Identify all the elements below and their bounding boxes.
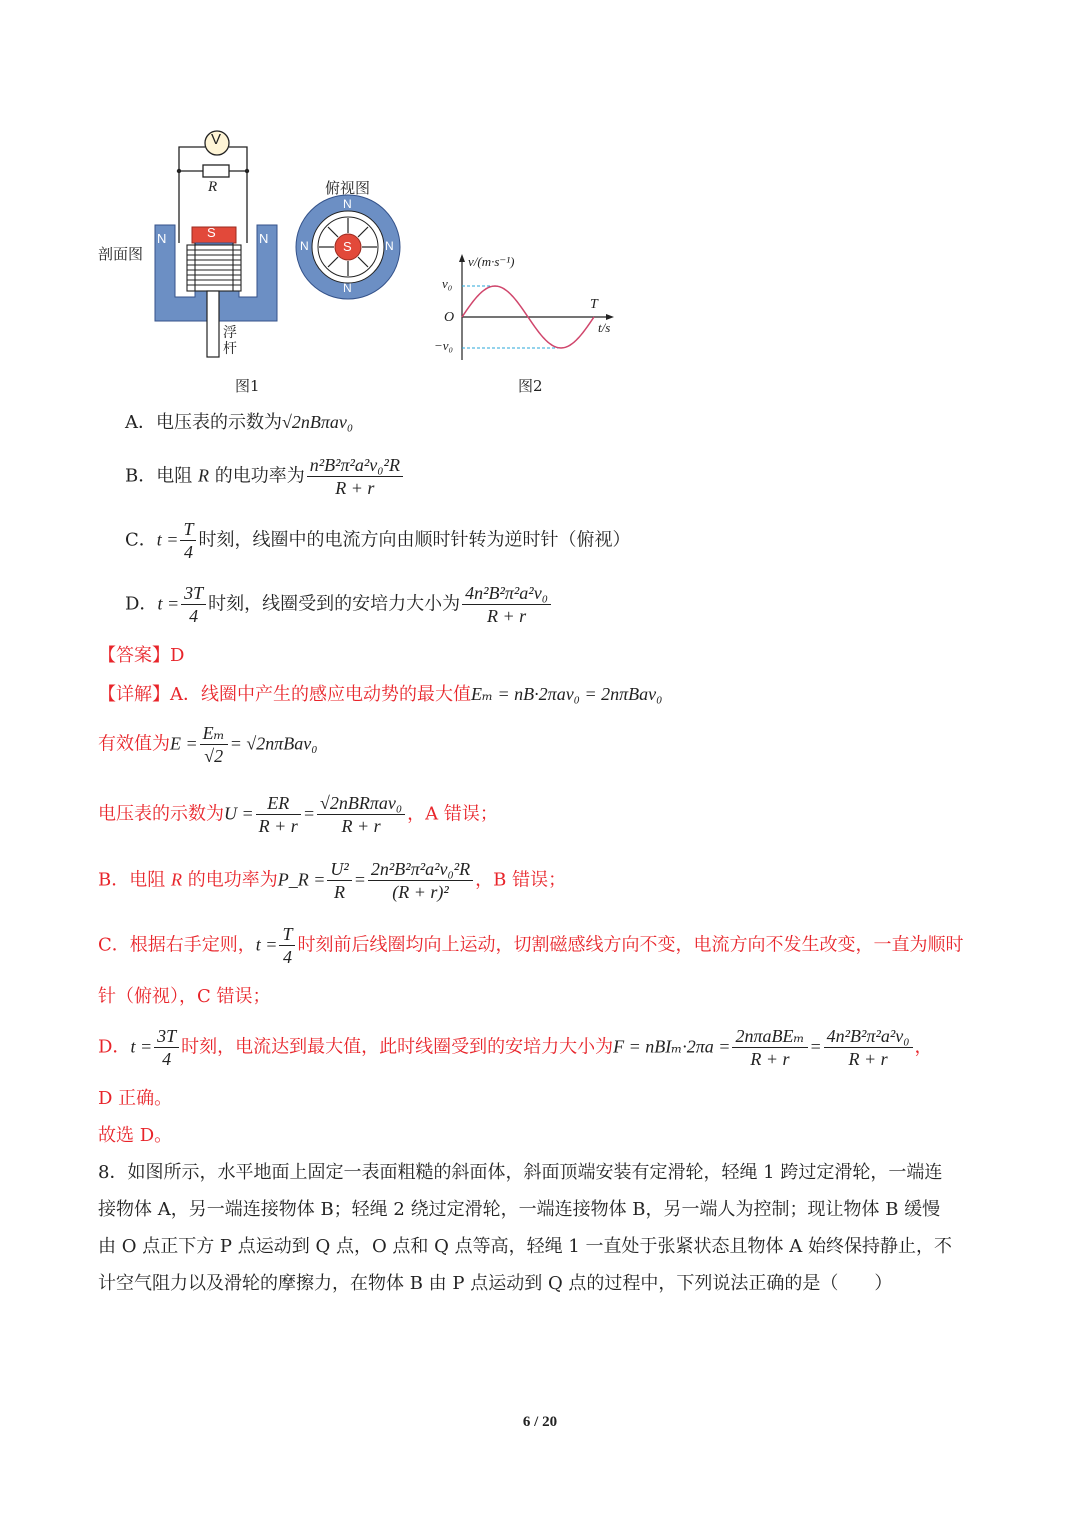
magnet-n-left-label: N: [157, 231, 167, 246]
topview-n-right-label: N: [385, 239, 394, 253]
figure-2: [430, 250, 630, 395]
voltage-fraction-2: $\frac{\text{√2nBRπav₀}}{R + r}$: [317, 792, 405, 837]
force-fraction-2: $\frac{\text{4n²B²π²a²v₀}}{R + r}$: [824, 1025, 913, 1070]
effective-value-fraction: $\frac{\text{Eₘ}}{√2}$: [200, 722, 228, 767]
option-d-fraction-time: $\frac{3T}{4}$: [181, 582, 206, 627]
detail-line-3: 电压表的示数为U = $\frac{ER}{R + r}$ = $\frac{\text{√2nBRπav₀}}{R + r}$ ，A 错误；: [98, 793, 498, 836]
detail-line-5: C．根据右手定则，t = $\frac{T}{4}$ 时刻前后线圈均向上运动，切割磁感线方向不变，电流方向不发生改变，一直为顺时: [98, 924, 964, 967]
option-d: D．t = $\frac{3T}{4}$ 时刻，线圈受到的安培力大小为 $\frac{\text{4n²B²π²a²v₀}}{R + r}$: [125, 582, 553, 627]
graph-ylabel: v/(m·s⁻¹): [468, 254, 515, 269]
detail-c-fraction: $\frac{T}{4}$: [279, 923, 295, 968]
figure-2-caption: 图2: [518, 377, 543, 395]
detail-line-1: 【详解】A．线圈中产生的感应电动势的最大值Eₘ = nB·2πav₀ = 2nπBav₀: [98, 684, 663, 705]
float-rod-label: 浮 杆: [223, 325, 237, 357]
detail-line-6: 针（俯视），C 错误；: [98, 986, 271, 1007]
force-fraction-1: $\frac{\text{2nπaBEₘ}}{R + r}$: [732, 1025, 807, 1070]
magnet-n-right-label: N: [259, 231, 269, 246]
graph-xlabel: t/s: [598, 320, 611, 335]
magnet-s-label: S: [207, 225, 216, 240]
question-8-line-4: 计空气阻力以及滑轮的摩擦力，在物体 B 由 P 点运动到 Q 点的过程中，下列说法正确的是（ ）: [98, 1273, 893, 1294]
figure-1: [95, 125, 415, 395]
detail-line-9: 故选 D。: [98, 1125, 173, 1146]
graph-vmin: −v₀: [434, 338, 454, 353]
option-c-fraction: $\frac{T}{4}$: [180, 518, 196, 563]
page-number: 6 / 20: [522, 1414, 558, 1430]
power-fraction-1: $\frac{\text{U²}}{R}$: [327, 858, 351, 903]
graph-origin: O: [444, 310, 455, 325]
question-8-line-1: 8．如图所示，水平地面上固定一表面粗糙的斜面体，斜面顶端安装有定滑轮，轻绳 1 跨过定滑轮，一端连: [98, 1162, 943, 1183]
resistor-label: R: [208, 179, 218, 195]
topview-n-left-label: N: [300, 239, 309, 253]
graph-period: T: [590, 297, 598, 312]
option-b-fraction: $\frac{\text{n²B²π²a²v₀²R}}{R + r}$: [307, 454, 403, 499]
detail-line-7: D．t = $\frac{3T}{4}$ 时刻，电流达到最大值，此时线圈受到的安培力大小为F = nBIₘ·2πa = $\frac{\text{2nπaBEₘ}}{R + r}$ = $\frac{\text{4n²B²π²a²v₀}}{R + r}$ ，: [98, 1026, 933, 1069]
detail-line-8: D 正确。: [98, 1088, 173, 1109]
topview-n-top-label: N: [343, 197, 352, 211]
figure-1-caption: 图1: [235, 377, 260, 395]
voltage-fraction-1: $\frac{ER}{R + r}$: [256, 792, 301, 837]
detail-d-fraction-time: $\frac{3T}{4}$: [154, 1025, 179, 1070]
detail-line-4: B．电阻 R 的电功率为P_R = $\frac{\text{U²}}{R}$ = $\frac{\text{2n²B²π²a²v₀²R}}{\text{(R + r)²}}$ ，B 错误；: [98, 859, 567, 902]
answer: 【答案】D: [98, 645, 185, 666]
option-a: A．电压表的示数为√2nBπav₀: [125, 412, 354, 433]
section-label: 剖面图: [98, 245, 144, 263]
topview-n-bottom-label: N: [343, 281, 352, 295]
power-fraction-2: $\frac{\text{2n²B²π²a²v₀²R}}{\text{(R + r)²}}$: [368, 858, 473, 903]
velocity-graph: [430, 250, 630, 365]
graph-vmax: v₀: [442, 276, 453, 291]
topview-s-label: S: [343, 239, 352, 254]
option-b: B．电阻 R 的电功率为 $\frac{\text{n²B²π²a²v₀²R}}{R + r}$: [125, 454, 405, 499]
option-d-fraction-force: $\frac{\text{4n²B²π²a²v₀}}{R + r}$: [462, 582, 551, 627]
coil-icon: [187, 243, 241, 291]
detail-line-2: 有效值为E = $\frac{\text{Eₘ}}{√2}$ = √2nπBav₀: [98, 723, 318, 766]
option-c: C．t = $\frac{T}{4}$ 时刻，线圈中的电流方向由顺时针转为逆时针（俯视）: [125, 519, 631, 562]
top-view-label: 俯视图: [325, 179, 371, 197]
question-8-line-3: 由 O 点正下方 P 点运动到 Q 点，O 点和 Q 点等高，轻绳 1 一直处于张紧状态且物体 A 始终保持静止，不: [98, 1236, 952, 1257]
question-8-line-2: 接物体 A，另一端连接物体 B；轻绳 2 绕过定滑轮，一端连接物体 B，另一端人为控制；现让物体 B 缓慢: [98, 1199, 941, 1220]
voltmeter-label: V: [211, 131, 222, 148]
